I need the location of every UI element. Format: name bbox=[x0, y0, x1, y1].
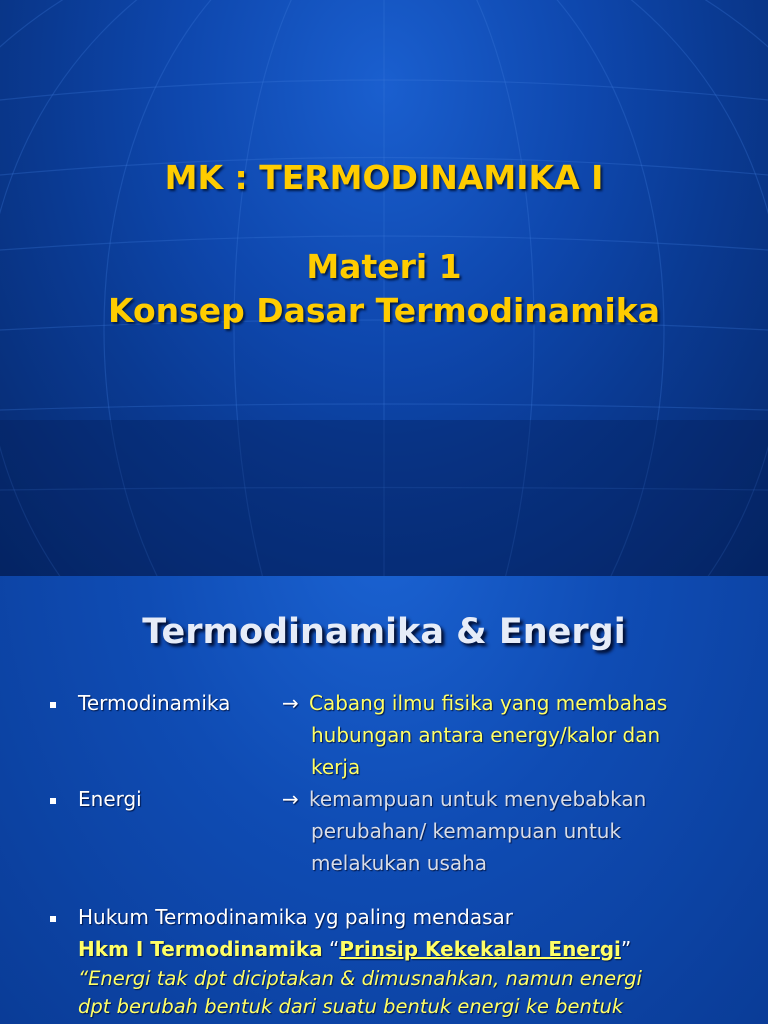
definition-line: perubahan/ kemampuan untuk bbox=[311, 819, 622, 843]
definition-line: melakukan usaha bbox=[311, 851, 488, 875]
quote-open: “ bbox=[322, 937, 340, 961]
material-topic: Konsep Dasar Termodinamika bbox=[107, 291, 661, 330]
law-quote-line: “Energi tak dpt diciptakan & dimusnahkan, namun energi bbox=[78, 967, 642, 990]
arrow-icon: → bbox=[282, 787, 299, 811]
law-intro: Hukum Termodinamika yg paling mendasar bbox=[78, 905, 513, 929]
definition-line: hubungan antara energy/kalor dan bbox=[311, 723, 661, 747]
definition-line: kemampuan untuk menyebabkan bbox=[309, 787, 647, 811]
quote-close: ” bbox=[620, 937, 632, 961]
term-energi: Energi bbox=[78, 787, 142, 811]
definition-line: kerja bbox=[311, 755, 361, 779]
course-title: MK : TERMODINAMIKA I bbox=[164, 158, 604, 197]
law-principle: Prinsip Kekekalan Energi bbox=[339, 937, 621, 961]
law-quote-line: dpt berubah bentuk dari suatu bentuk energi ke bentuk bbox=[78, 995, 624, 1018]
arrow-icon: → bbox=[282, 691, 299, 715]
law-name: Hkm I Termodinamika bbox=[78, 937, 323, 961]
law-statement bbox=[78, 933, 631, 965]
bullet-icon bbox=[50, 798, 56, 804]
slide-title: Termodinamika & Energi bbox=[142, 612, 626, 652]
bullet-icon bbox=[50, 916, 56, 922]
term-termodinamika: Termodinamika bbox=[78, 691, 231, 715]
content-slide bbox=[0, 576, 768, 1024]
definition-line: Cabang ilmu fisika yang membahas bbox=[309, 691, 668, 715]
material-title bbox=[0, 245, 768, 333]
bullet-icon bbox=[50, 702, 56, 708]
material-number: Materi 1 bbox=[306, 247, 462, 286]
